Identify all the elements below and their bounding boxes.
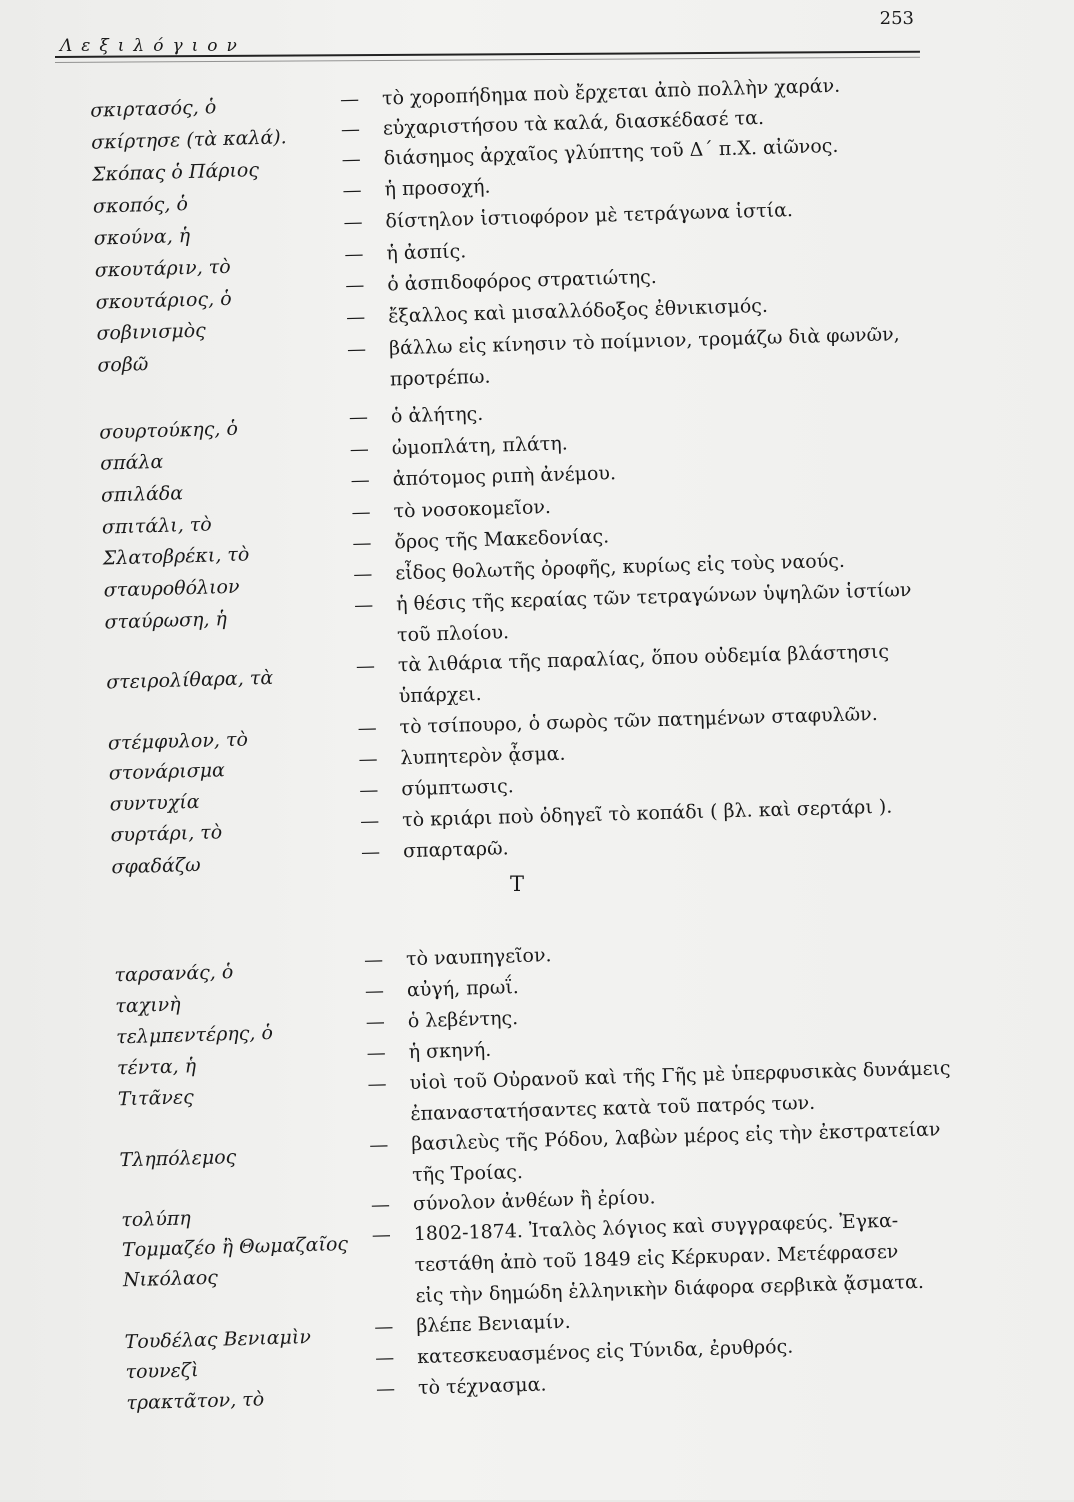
entry-dash: — <box>351 501 371 524</box>
entry-dash: — <box>359 809 380 833</box>
entry-lemma: σκουτάριν, τὸ <box>94 255 231 282</box>
entry-dash: — <box>375 1377 396 1401</box>
entry-lemma: τουνεζὶ <box>125 1359 199 1384</box>
section-letter: Τ <box>510 872 525 896</box>
definition-text: δίστηλον ἱστιοφόρον μὲ τετράγωνα ἱστία. <box>385 199 794 233</box>
definition-text: κατεσκευασμένος εἰς Τύνιδα, ἐρυθρός. <box>416 1335 794 1369</box>
entry-lemma: σταυροθόλιον <box>103 575 240 602</box>
definition-text: ἔξαλλος καὶ μισαλλόδοξος ἐθνικισμός. <box>387 294 769 328</box>
entry-dash: — <box>364 979 385 1003</box>
page-number: 253 <box>879 8 914 29</box>
entry-lemma: Τληπόλεμος <box>119 1146 237 1172</box>
definition-text: ὠμοπλάτη, πλάτη. <box>391 432 569 460</box>
definition-text: τὸ τέχνασμα. <box>417 1373 547 1400</box>
entry-definition <box>371 1203 983 1313</box>
entry-dash: — <box>344 243 364 266</box>
entry-dash: — <box>363 948 384 972</box>
definition-text: ὁ λεβέντης. <box>407 1007 519 1033</box>
definition-text: εὐχαριστήσου τὰ καλά, διασκέδασέ τα. <box>382 106 765 140</box>
entry-dash: — <box>341 148 362 171</box>
entry-dash: — <box>367 1072 387 1096</box>
entry-lemma: συρτάρι, τὸ <box>110 821 223 847</box>
entry-dash: — <box>352 532 372 555</box>
running-title: Λεξιλόγιον <box>60 36 246 56</box>
entry-dash: — <box>339 88 360 111</box>
definition-text: βάλλω εἰς κίνησιν τὸ ποίμνιον, τρομάζω διὰ φωνῶν, <box>388 323 900 360</box>
entry-lemma: Τιτᾶνες <box>117 1086 195 1111</box>
definition-text: βλέπε Βενιαμίν. <box>416 1310 571 1338</box>
definition-text: λυπητερὸν ᾆσμα. <box>400 742 566 770</box>
entry-lemma: σοβινισμὸς <box>96 319 207 345</box>
entry-lemma: σταύρωση, ἡ <box>104 608 228 634</box>
entry-dash: — <box>357 716 377 740</box>
entry-lemma: σπιλάδα <box>100 482 184 507</box>
definition-text: ἡ ἀσπίς. <box>386 240 467 265</box>
entry-dash: — <box>346 338 367 361</box>
entry-lemma: σουρτούκης, ὁ <box>98 417 239 444</box>
definition-text: διάσημος ἀρχαῖος γλύπτης τοῦ Δ΄ π.Χ. αἰῶνος. <box>383 134 839 170</box>
entry-dash: — <box>349 438 370 461</box>
entry-lemma: σκούνα, ἡ <box>93 224 191 250</box>
definition-text: τὰ λιθάρια τῆς παραλίας, ὅπου οὐδεμία βλάστησις <box>397 640 890 677</box>
entry-dash: — <box>365 1010 386 1034</box>
entry-lemma: σκίρτησε (τὰ καλά). <box>90 126 287 154</box>
definition-text: ἡ προσοχή. <box>384 175 491 201</box>
definition-line: ἐπαναστατήσαντες κατὰ τοῦ πατρός των. <box>410 1091 816 1126</box>
entry-lemma: τελμπεντέρης, ὁ <box>115 1021 274 1049</box>
entry-lemma: σοβῶ <box>97 353 149 377</box>
entry-lemma: τέντα, ἡ <box>116 1055 197 1080</box>
entry-dash: — <box>342 179 362 202</box>
definition-line: τεστάθη ἀπὸ τοῦ 1849 εἰς Κέρκυραν. Μετέφρασεν <box>414 1240 899 1277</box>
definition-line: τῆς Τροίας. <box>411 1161 524 1187</box>
definition-text: τὸ ναυπηγεῖον. <box>405 944 552 971</box>
entry-dash: — <box>374 1346 395 1370</box>
entry-dash: — <box>368 1133 389 1157</box>
entry-dash: — <box>348 406 369 429</box>
entry-dash: — <box>359 778 379 802</box>
entry-dash: — <box>350 469 371 492</box>
definition-text: ἡ σκηνή. <box>408 1038 492 1064</box>
definition-line: εἰς τὴν δημώδη ἑλληνικὴν διάφορα σερβικὰ ᾄσματα. <box>415 1270 925 1308</box>
definition-text: τὸ νοσοκομεῖον. <box>393 496 552 523</box>
entry-lemma: σφαδάζω <box>111 853 201 879</box>
entry-dash: — <box>358 747 378 771</box>
definition-text: ὄρος τῆς Μακεδονίας. <box>394 525 610 554</box>
entry-dash: — <box>353 594 374 617</box>
entry-lemma: σπιτάλι, τὸ <box>101 513 212 539</box>
entry-lemma: τρακτᾶτον, τὸ <box>126 1388 265 1415</box>
entry-lemma: ταχινὴ <box>115 993 181 1018</box>
entry-dash: — <box>344 274 365 297</box>
entry-dash: — <box>366 1041 387 1065</box>
entry-lemma: στονάρισμα <box>108 759 226 785</box>
entry-lemma: σκιρτασός, ὁ <box>89 96 217 122</box>
definition-line: τοῦ πλοίου. <box>396 621 510 647</box>
entry-lemma: σκοπός, ὁ <box>92 193 189 218</box>
definition-text: σπαρταρῶ. <box>402 837 509 863</box>
definition-text: σύνολον ἀνθέων ἢ ἐρίου. <box>412 1186 656 1216</box>
definition-text: τὸ τσίπουρο, ὁ σωρὸς τῶν πατημένων σταφυλῶν. <box>399 702 879 739</box>
entry-dash: — <box>370 1193 391 1217</box>
entry-dash: — <box>360 840 381 864</box>
entry-lemma: στειρολίθαρα, τὰ <box>105 666 274 694</box>
entry-dash: — <box>371 1223 392 1247</box>
entry-lemma: ταρσανάς, ὁ <box>114 961 234 987</box>
entry-lemma: σκουτάριος, ὁ <box>95 287 232 314</box>
entry-lemma: Νικόλαος <box>122 1266 219 1292</box>
definition-text: ὁ ἀσπιδοφόρος στρατιώτης. <box>386 265 658 296</box>
entry-lemma: στέμφυλον, τὸ <box>107 728 249 755</box>
entry-dash: — <box>343 211 363 234</box>
entry-dash: — <box>353 563 373 586</box>
definition-text: ἡ θέσις τῆς κεραίας τῶν τετραγώνων ὑψηλῶν ἱστίων <box>395 578 912 616</box>
definition-text: ὁ ἀλήτης. <box>390 402 484 428</box>
definition-text: βασιλεὺς τῆς Ρόδου, λαβὼν μέρος εἰς τὴν ἐκστρατείαν <box>410 1118 941 1156</box>
entry-lemma: συντυχία <box>109 790 200 816</box>
definition-text: 1802-1874. Ἰταλὸς λόγιος καὶ συγγραφεύς. Ἐγκα- <box>413 1209 899 1246</box>
definition-text: υἱοὶ τοῦ Οὐρανοῦ καὶ τῆς Γῆς μὲ ὑπερφυσικὰς δυνάμεις <box>409 1057 951 1095</box>
definition-line: ὑπάρχει. <box>398 683 482 708</box>
entry-lemma: Τουδέλας Βενιαμὶν <box>124 1326 312 1354</box>
entry-lemma: Σκόπας ὁ Πάριος <box>91 159 260 186</box>
entry-lemma: τολύπη <box>120 1207 191 1232</box>
definition-text: σύμπτωσις. <box>401 775 515 801</box>
definition-line: προτρέπω. <box>389 365 491 391</box>
entry-lemma: Τομμαζέο ἢ Θωμαζαῖος <box>121 1232 349 1262</box>
definition-text: ἀπότομος ριπὴ ἀνέμου. <box>392 462 617 491</box>
definition-text: τὸ χοροπήδημα ποὺ ἔρχεται ἀπὸ πολλὴν χαράν. <box>381 74 841 110</box>
definition-text: τὸ κριάρι ποὺ ὁδηγεῖ τὸ κοπάδι ( βλ. καὶ σερτάρι ). <box>401 795 893 832</box>
entry-lemma: σπάλα <box>99 450 164 475</box>
entry-dash: — <box>340 118 361 141</box>
entry-dash: — <box>345 306 366 329</box>
definition-text: εἶδος θολωτῆς ὀροφῆς, κυρίως εἰς τοὺς ναούς. <box>395 549 846 585</box>
entry-dash: — <box>374 1315 394 1339</box>
entry-lemma: Σλατοβρέκι, τὸ <box>102 543 250 570</box>
definition-text: αὐγή, πρωΐ. <box>406 976 520 1002</box>
entry-dash: — <box>355 654 376 678</box>
